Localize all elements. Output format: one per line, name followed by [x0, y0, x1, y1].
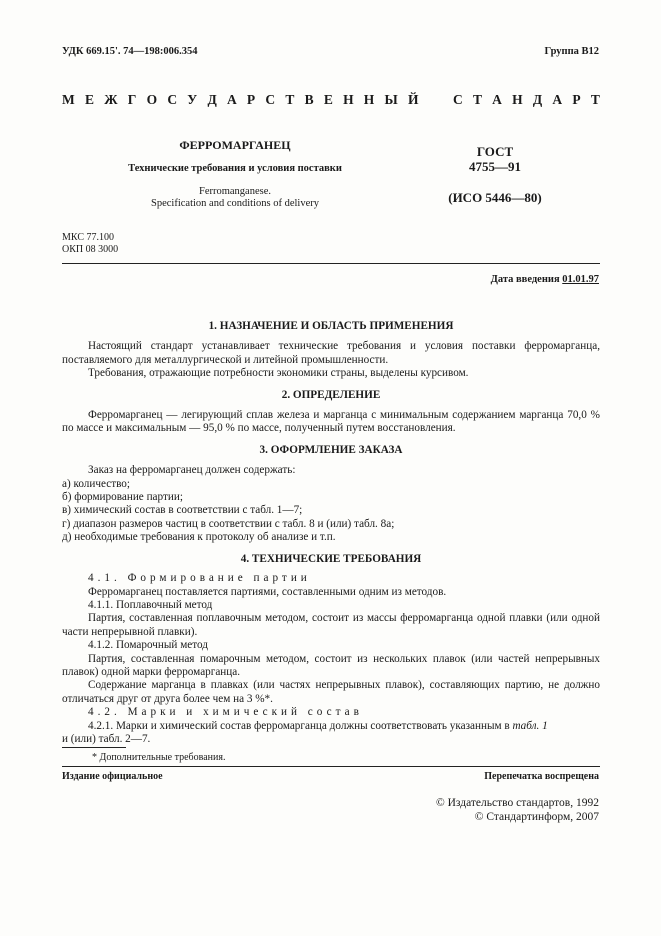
intro-date-value: 01.01.97 [562, 274, 599, 285]
english-title-line1: Ferromanganese. [198, 186, 271, 197]
list-item: г) диапазон размеров частиц в соответствии с табл. 8 и (или) табл. 8а; [62, 517, 395, 530]
heading-letter: А [552, 92, 563, 107]
heading-letter: Р [572, 92, 581, 107]
clause-4-1 [62, 572, 600, 585]
classification-codes [62, 232, 118, 255]
section-2-paragraph-1: Ферромарганец — легирующий сплав железа и марганца с минимальным содержанием марганца 70,0 % по массе и максимальным — 95,0 % по массе, полученный путем восстановления. [62, 409, 600, 435]
document-body [62, 320, 600, 746]
heading-letter: Й [408, 92, 419, 107]
section-2-title: 2. ОПРЕДЕЛЕНИЕ [281, 388, 381, 401]
clause-4-1-2-paragraph-1: Партия, составленная помарочным методом, состоит из нескольких плавок (или частей непрерывных плавок) одной марки ферромарганца. [62, 652, 600, 678]
okp-code: ОКП 08 3000 [62, 243, 119, 255]
clause-4-1-1-paragraph: Партия, составленная поплавочным методом, состоит из массы ферромарганца одной плавки (или одной части непрерывной плавки). [62, 612, 600, 638]
header-rule [62, 263, 600, 264]
heading-letter: О [146, 92, 158, 107]
section-4-title: 4. ТЕХНИЧЕСКИЕ ТРЕБОВАНИЯ [240, 552, 422, 565]
copyright-block [436, 796, 599, 824]
heading-letter: Ы [384, 92, 398, 107]
clause-4-1-2: 4.1.2. Помарочный метод [88, 639, 208, 652]
heading-letter: Т [590, 92, 600, 107]
heading-letter: Н [363, 92, 375, 107]
section-1-title: 1. НАЗНАЧЕНИЕ И ОБЛАСТЬ ПРИМЕНЕНИЯ [208, 320, 454, 332]
footnote: * Дополнительные требования. [92, 752, 226, 763]
footnote-rule [62, 747, 126, 748]
standard-kind-heading [62, 92, 600, 108]
section-1-paragraph-1: Настоящий стандарт устанавливает технические требования и условия поставки ферромарганца, поставляемого для металлургической и литейной промышленности. [62, 340, 600, 366]
udk-code: УДК 669.15'. 74—198:006.354 [62, 46, 198, 57]
gost-designation [430, 144, 560, 174]
heading-letter: Е [323, 92, 333, 107]
english-title-line2: Specification and conditions of delivery [151, 198, 319, 209]
clause-4-1-2-paragraph-2: Содержание марганца в плавках (или частях непрерывных плавок), составляющих партию, не должно отличаться друг от друга более чем на 3 %*. [62, 679, 600, 705]
heading-letter: А [226, 92, 237, 107]
reprint-prohibited: Перепечатка воспрещена [484, 771, 599, 782]
heading-letter: Ж [104, 92, 118, 107]
heading-letter: Д [207, 92, 217, 107]
list-item: д) необходимые требования к протоколу об анализе и т.п. [62, 531, 336, 544]
heading-letter: Н [343, 92, 354, 107]
section-3-title: 3. ОФОРМЛЕНИЕ ЗАКАЗА [259, 443, 403, 456]
section-3-intro: Заказ на ферромарганец должен содержать: [88, 464, 296, 477]
heading-letter: Р [246, 92, 256, 107]
clause-4-2-1 [62, 720, 600, 733]
clause-4-2-1-continuation: и (или) табл. 2—7. [62, 732, 151, 745]
document-title: ФЕРРОМАРГАНЕЦ [179, 138, 291, 152]
document-subtitle: Технические требования и условия поставки [128, 163, 342, 174]
list-item: а) количество; [62, 477, 131, 490]
group-code: Группа В12 [544, 46, 599, 57]
clause-4-2 [62, 706, 600, 719]
heading-letter: Т [472, 92, 482, 107]
heading-letter: У [187, 92, 198, 107]
heading-letter: С [452, 92, 463, 107]
list-item: в) химический состав в соответствии с табл. 1—7; [62, 504, 303, 517]
clause-4-1-paragraph: Ферромарганец поставляется партиями, составленными одним из методов. [88, 585, 447, 598]
section-1-paragraph-2: Требования, отражающие потребности экономики страны, выделены курсивом. [88, 367, 469, 380]
footer-rule [62, 766, 600, 767]
mks-code: МКС 77.100 [62, 232, 114, 243]
english-title [70, 186, 400, 210]
table-reference: табл. 1 [512, 719, 548, 732]
heading-letter: Г [127, 92, 137, 107]
clause-4-1-1: 4.1.1. Поплавочный метод [88, 598, 213, 611]
heading-letter: А [492, 92, 502, 107]
clause-4-2-1-text: 4.2.1. Марки и химический состав ферромарганца должны соответствовать указанным в [88, 719, 513, 732]
intro-date [491, 274, 599, 285]
intro-date-label: Дата введения [490, 274, 560, 285]
clause-4-2-title: 4.2. Марки и химический состав [88, 706, 363, 719]
gost-number: 4755—91 [469, 159, 521, 174]
heading-letter: Е [84, 92, 94, 107]
edition-official: Издание официальное [62, 771, 163, 782]
gost-label: ГОСТ [476, 144, 514, 159]
copyright-line-2: © Стандартинформ, 2007 [474, 811, 599, 823]
clause-4-1-title: 4.1. Формирование партии [88, 572, 311, 585]
iso-designation: (ИСО 5446—80) [448, 190, 542, 205]
heading-letter: С [265, 92, 276, 107]
heading-letter: М [62, 92, 75, 107]
list-item: б) формирование партии; [62, 491, 183, 504]
heading-gap [429, 92, 443, 108]
order-list [62, 478, 600, 545]
heading-letter: Д [532, 92, 543, 107]
heading-letter: Н [512, 92, 523, 107]
heading-letter: В [304, 92, 314, 107]
heading-letter: Т [285, 92, 295, 107]
copyright-line-1: © Издательство стандартов, 1992 [435, 797, 599, 809]
heading-letter: С [167, 92, 178, 107]
